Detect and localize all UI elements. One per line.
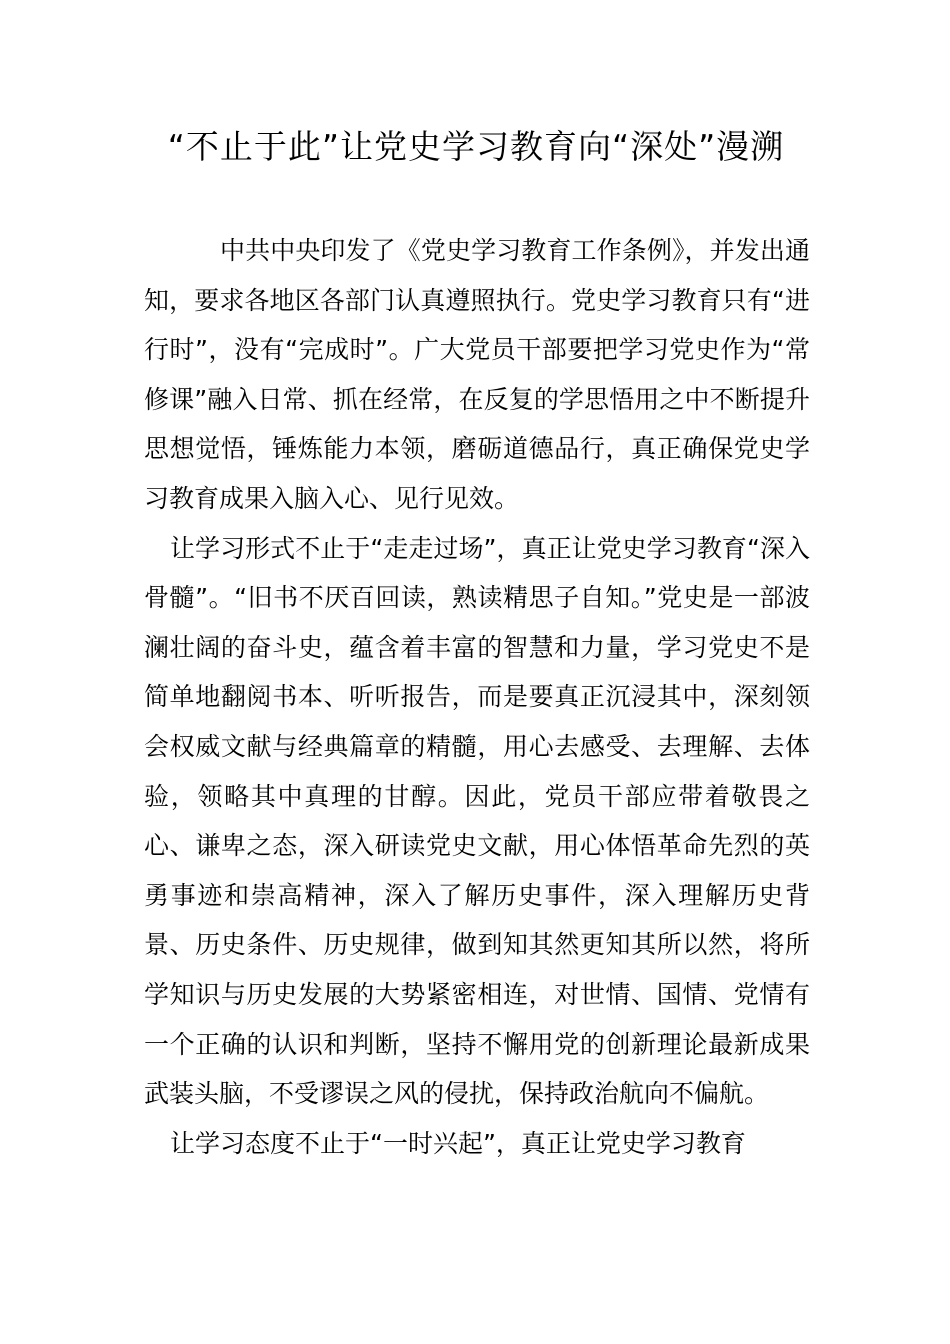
- document-title: “不止于此”让党史学习教育向“深处”漫溯: [167, 127, 785, 166]
- document-body: [144, 226, 810, 1168]
- paragraph: 让学习形式不止于“走走过场”，真正让党史学习教育“深入骨髓”。“旧书不厌百回读，熟读精思子自知。”党史是一部波澜壮阔的奋斗史，蕴含着丰富的智慧和力量，学习党史不是简单地翻阅书本、听听报告，而是要真正沉浸其中，深刻领会权威文献与经典篇章的精髓，用心去感受、去理解、去体验，领略其中真理的甘醇。因此，党员干部应带着敬畏之心、谦卑之态，深入研读党史文献，用心体悟革命先烈的英勇事迹和崇高精神，深入了解历史事件，深入理解历史背景、历史条件、历史规律，做到知其然更知其所以然，将所学知识与历史发展的大势紧密相连，对世情、国情、党情有一个正确的认识和判断，坚持不懈用党的创新理论最新成果武装头脑，不受谬误之风的侵扰，保持政治航向不偏航。: [144, 533, 810, 1109]
- paragraph: 让学习态度不止于“一时兴起”，真正让党史学习教育: [170, 1128, 746, 1158]
- paragraph: 中共中央印发了《党史学习教育工作条例》，并发出通知，要求各地区各部门认真遵照执行。党史学习教育只有“进行时”，没有“完成时”。广大党员干部要把学习党史作为“常修课”融入日常、抓在经常，在反复的学思悟用之中不断提升思想觉悟，锤炼能力本领，磨砺道德品行，真正确保党史学习教育成果入脑入心、见行见效。: [144, 236, 810, 513]
